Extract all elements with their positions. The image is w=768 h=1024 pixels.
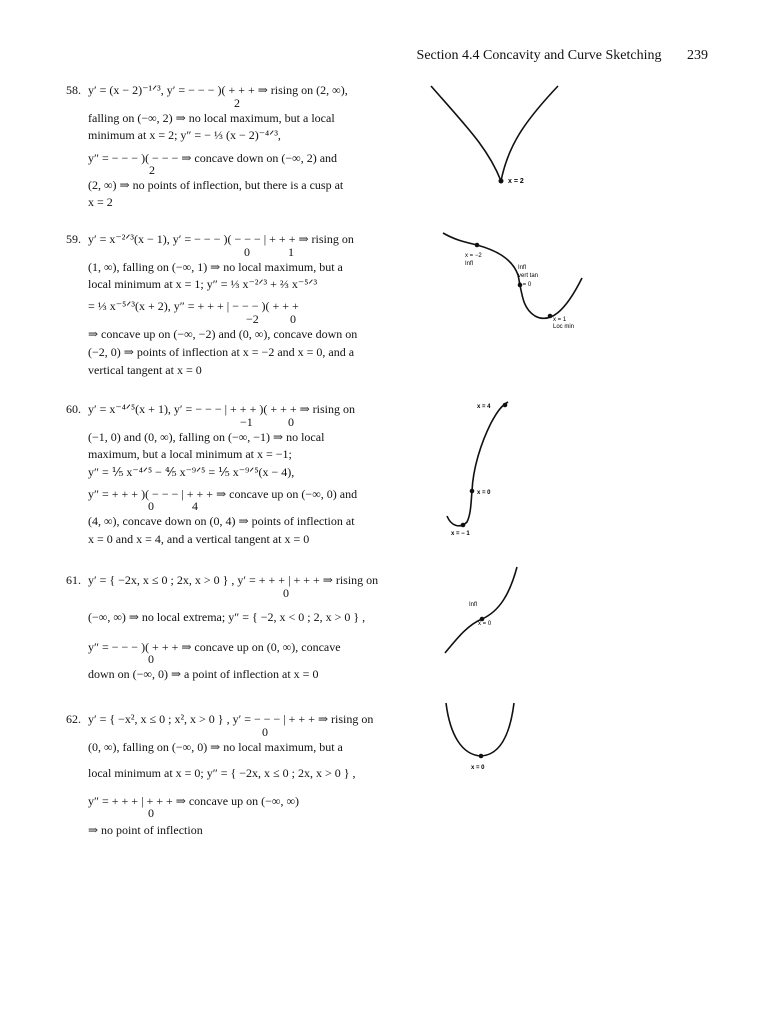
graph-label: x = 4 [477, 404, 491, 410]
graph-61-svg [445, 563, 545, 663]
text-line: local minimum at x = 0; y″ = { −2x, x ≤ 0 ; 2x, x > 0 } , [88, 766, 356, 780]
graph-58-svg [426, 84, 566, 194]
graph-label: x = 0 [478, 621, 492, 627]
problem-number: 59. [66, 232, 81, 246]
sign-chart-value: 0 [148, 652, 154, 666]
page-header [417, 48, 708, 64]
graph-label: Infl [465, 261, 474, 267]
sign-chart-value: 0 [290, 312, 296, 326]
sign-chart-value: −2 [246, 312, 259, 326]
section-title: Section 4.4 Concavity and Curve Sketching [416, 48, 662, 63]
sign-chart-value: 1 [288, 245, 294, 259]
sign-chart-value: 2 [149, 163, 155, 177]
graph-label: Infl [518, 265, 527, 271]
problem-number: 58. [66, 83, 81, 97]
curve [447, 402, 508, 526]
inflection-point-right [503, 403, 508, 408]
text-line: y′ = (x − 2)⁻¹ᐟ³, y′ = − − − )( + + + ⇒ rising on (2, ∞), [88, 83, 348, 97]
text-line: minimum at x = 2; y″ = − ⅓ (x − 2)⁻⁴ᐟ³, [88, 128, 281, 142]
text-line: (−∞, ∞) ⇒ no local extrema; y″ = { −2, x < 0 ; 2, x > 0 } , [88, 610, 366, 624]
text-line: (1, ∞), falling on (−∞, 1) ⇒ no local maximum, but a [88, 260, 343, 274]
curve [431, 86, 558, 181]
text-line: (4, ∞), concave down on (0, 4) ⇒ points of inflection at [88, 514, 355, 528]
text-line: (2, ∞) ⇒ no points of inflection, but there is a cusp at [88, 178, 344, 192]
graph-label: x = −2 [465, 253, 482, 259]
graph-62-svg [440, 700, 530, 780]
local-minimum-point [548, 314, 553, 319]
local-minimum-point [479, 754, 484, 759]
graph-label: Loc min [553, 324, 575, 330]
text-line: local minimum at x = 1; y″ = ⅓ x⁻²ᐟ³ + ⅔ x⁻⁵ᐟ³ [88, 277, 318, 291]
sign-chart-value: 0 [262, 725, 268, 739]
graph-label: Infl [469, 602, 478, 608]
sign-chart-value: 2 [234, 96, 240, 110]
text-line: ⇒ concave up on (−∞, −2) and (0, ∞), concave down on [88, 327, 358, 341]
text-line: maximum, but a local minimum at x = −1; [88, 447, 292, 461]
graph-label: x = 0 [477, 490, 491, 496]
text-line: (−1, 0) and (0, ∞), falling on (−∞, −1) ⇒ no local [88, 430, 325, 444]
sign-chart-value: 0 [283, 586, 289, 600]
text-line: ⇒ no point of inflection [88, 823, 203, 837]
text-line: y′ = x⁻⁴ᐟ⁵(x + 1), y′ = − − − | + + + )( + + + ⇒ rising on [88, 402, 356, 416]
text-line: (−2, 0) ⇒ points of inflection at x = −2 and x = 0, and a [88, 345, 355, 359]
page-number: 239 [687, 48, 708, 63]
sign-chart-value: 4 [192, 499, 198, 513]
graph-59 [440, 228, 600, 338]
graph-60 [445, 398, 545, 543]
graph-label: x = 0 [471, 765, 485, 771]
graph-60-svg [445, 398, 545, 543]
text-line: y″ = − − − )( − − − ⇒ concave down on (−∞, 2) and [88, 151, 338, 165]
text-line: y′ = { −2x, x ≤ 0 ; 2x, x > 0 } , y′ = + + + | + + + ⇒ rising on [88, 573, 379, 587]
sign-chart-value: 0 [148, 806, 154, 820]
inflection-point-left [475, 243, 480, 248]
text-line: down on (−∞, 0) ⇒ a point of inflection at x = 0 [88, 667, 319, 681]
text-line: y″ = + + + | + + + ⇒ concave up on (−∞, ∞) [88, 794, 300, 808]
graph-label: x = 1 [553, 317, 567, 323]
sign-chart-value: −1 [240, 415, 253, 429]
text-line: x = 0 and x = 4, and a vertical tangent at x = 0 [88, 532, 310, 546]
problem-number: 62. [66, 712, 81, 726]
text-line: vertical tangent at x = 0 [88, 363, 202, 377]
text-line: y′ = { −x², x ≤ 0 ; x², x > 0 } , y′ = − − − | + + + ⇒ rising on [88, 712, 374, 726]
text-line: y″ = − − − )( + + + ⇒ concave up on (0, ∞), concave [88, 640, 341, 654]
graph-61 [445, 563, 545, 663]
sign-chart-value: 0 [288, 415, 294, 429]
curve [443, 233, 582, 318]
sign-chart-value: 0 [244, 245, 250, 259]
text-line: x = 2 [88, 195, 113, 209]
inflection-point-vertical-tangent [470, 489, 475, 494]
graph-label: x = 2 [508, 178, 524, 185]
curve [446, 703, 514, 756]
text-line: falling on (−∞, 2) ⇒ no local maximum, but a local [88, 111, 335, 125]
graph-59-svg [440, 228, 600, 338]
text-line: y″ = + + + )( − − − | + + + ⇒ concave up on (−∞, 0) and [88, 487, 358, 501]
sign-chart-value: 0 [148, 499, 154, 513]
text-line: (0, ∞), falling on (−∞, 0) ⇒ no local maximum, but a [88, 740, 343, 754]
graph-label: x = 0 [518, 282, 532, 288]
curve [445, 567, 517, 653]
graph-label: vert tan [518, 273, 539, 279]
cusp-point [499, 179, 504, 184]
local-minimum-point [461, 523, 466, 528]
problem-number: 60. [66, 402, 81, 416]
problem-number: 61. [66, 573, 81, 587]
text-line: y′ = x⁻²ᐟ³(x − 1), y′ = − − − )( − − − | + + + ⇒ rising on [88, 232, 354, 246]
text-line: y″ = ⅕ x⁻⁴ᐟ⁵ − ⅘ x⁻⁹ᐟ⁵ = ⅕ x⁻⁹ᐟ⁵(x − 4), [88, 465, 295, 479]
graph-label: x = − 1 [451, 531, 470, 537]
graph-58 [426, 84, 566, 194]
text-line: = ⅓ x⁻⁵ᐟ³(x + 2), y″ = + + + | − − − )( + + + [88, 299, 299, 313]
graph-62 [440, 700, 530, 780]
